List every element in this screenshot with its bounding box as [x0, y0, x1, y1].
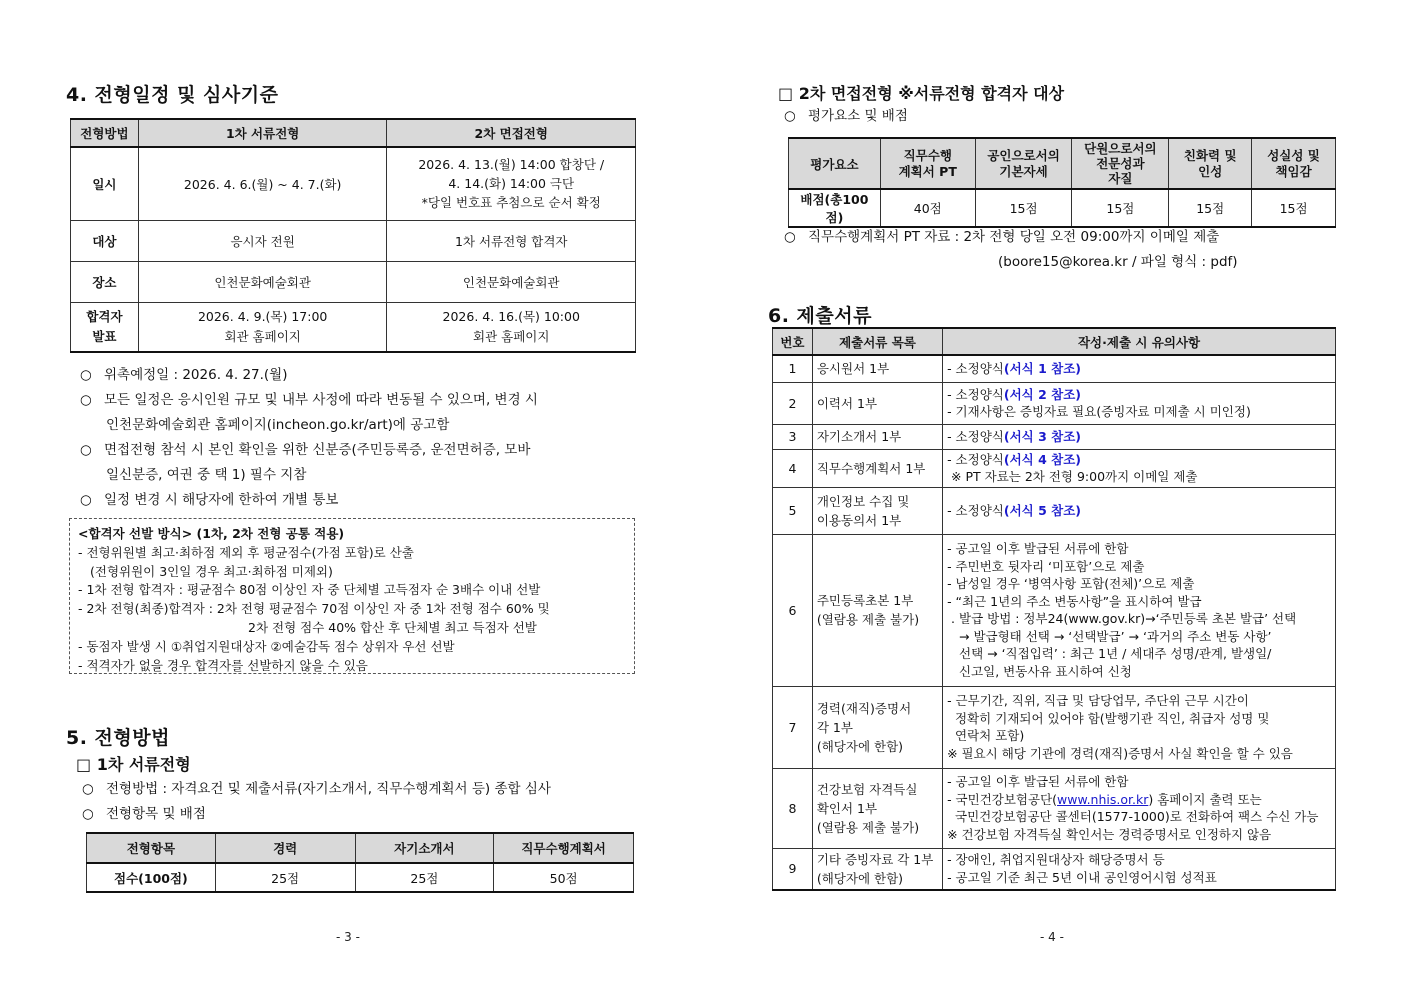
docs-row-name: 이력서 1부 [812, 382, 942, 424]
docs-note-line: → 발급형태 선택 → ‘선택발급’ → ‘과거의 주소 변동 사항’ [947, 628, 1272, 644]
docs-note-line: 신고일, 변동사유 표시하여 신청 [947, 663, 1132, 679]
eval-row-label: 배점(총100점) [789, 189, 881, 227]
docs-note-line: - 공고일 기준 최근 5년 이내 공인영어시험 성적표 [947, 869, 1217, 885]
docs-row-notes [943, 487, 1336, 534]
schedule-row-label: 합격자 발표 [71, 302, 139, 352]
note-item: ○ 전형항목 및 배점 [82, 806, 206, 822]
docs-note-line: - 소정양식(서식 2 참조) [947, 386, 1082, 402]
schedule-cell: 2026. 4. 6.(월) ~ 4. 7.(화) [138, 147, 387, 220]
score-header: 직무수행계획서 [494, 833, 634, 863]
eval-cell: 15점 [1252, 189, 1336, 227]
eval-cell: 40점 [880, 189, 975, 227]
note-item: ○ 전형방법 : 자격요건 및 제출서류(자기소개서, 직무수행계획서 등) 종합 심사 [82, 781, 551, 797]
round1-score-table [86, 832, 634, 893]
selection-line: - 2차 전형(최종)합격자 : 2차 전형 평균점수 70점 이상인 자 중 1차 전형 점수 60% 및 [78, 601, 550, 617]
docs-note-line: ※ 필요시 해당 기관에 경력(재직)증명서 사실 확인을 할 수 있음 [947, 745, 1293, 761]
eval-header: 평가요소 [789, 138, 881, 189]
docs-row-name: 직무수행계획서 1부 [812, 449, 942, 487]
round2-score-table [788, 137, 1336, 228]
score-cell: 25점 [355, 863, 494, 892]
pt-note: ○ 직무수행계획서 PT 자료 : 2차 전형 당일 오전 09:00까지 이메일 제출 (boore15@korea.kr / 파일 형식 : pdf) [784, 229, 1238, 270]
docs-row-number: 6 [773, 534, 813, 686]
docs-note-line: - 소정양식(서식 5 참조) [947, 502, 1082, 518]
schedule-header-round2: 2차 면접전형 [387, 119, 636, 147]
docs-row-notes [943, 449, 1336, 487]
docs-note-line: - 공고일 이후 발급된 서류에 한함 [947, 774, 1129, 789]
score-header: 경력 [215, 833, 355, 863]
docs-note-line: - 국민건강보험공단(www.nhis.or.kr) 홈페이지 출력 또는 [947, 791, 1262, 807]
docs-note-line: - 소정양식(서식 3 참조) [947, 428, 1082, 444]
selection-box-title: <합격자 선발 방식> (1차, 2차 전형 공통 적용) [78, 526, 345, 541]
schedule-cell: 인천문화예술회관 [387, 261, 636, 302]
schedule-header-method: 전형방법 [71, 119, 139, 147]
schedule-row-label: 대상 [71, 220, 139, 261]
section-4-title: 4. 전형일정 및 심사기준 [66, 84, 279, 106]
docs-note-line: - 공고일 이후 발급된 서류에 한함 [947, 541, 1129, 556]
eval-header: 직무수행 계획서 PT [880, 138, 975, 189]
docs-row-name: 경력(재직)증명서 각 1부 (해당자에 한함) [812, 686, 942, 768]
docs-row [773, 534, 1336, 686]
form-reference-link: (서식 5 참조) [1003, 502, 1082, 518]
docs-row-notes [943, 382, 1336, 424]
form-reference-link: (서식 4 참조) [1003, 451, 1082, 467]
docs-row-notes [943, 424, 1336, 449]
docs-note-line: 정확히 기재되어 있어야 함(발행기관 직인, 취급자 성명 및 [947, 710, 1270, 726]
docs-note-line: 국민건강보험공단 콜센터(1577-1000)로 전화하여 팩스 수신 가능 [947, 809, 1319, 824]
schedule-cell: 1차 서류전형 합격자 [387, 220, 636, 261]
schedule-row-label: 장소 [71, 261, 139, 302]
schedule-cell: 2026. 4. 13.(월) 14:00 합창단 / 4. 14.(화) 14:00 극단 *당일 번호표 추첨으로 순서 확정 [387, 147, 636, 220]
docs-row-number: 8 [773, 768, 813, 848]
page-number-left: - 3 - [336, 930, 360, 944]
docs-row [773, 382, 1336, 424]
score-header: 전형항목 [87, 833, 216, 863]
docs-row-name: 개인정보 수집 및 이용동의서 1부 [812, 487, 942, 534]
selection-line: - 적격자가 없을 경우 합격자를 선발하지 않을 수 있음 [78, 657, 368, 673]
note-item: ○ 모든 일정은 응시인원 규모 및 내부 사정에 따라 변동될 수 있으며, 변경 시 [80, 392, 538, 408]
docs-row-number: 2 [773, 382, 813, 424]
schedule-notes [80, 363, 636, 513]
docs-row [773, 848, 1336, 890]
docs-row [773, 686, 1336, 768]
schedule-cell: 인천문화예술회관 [138, 261, 387, 302]
note-item: ○ 일정 변경 시 해당자에 한하여 개별 통보 [80, 492, 339, 508]
docs-header-name: 제출서류 목록 [812, 328, 942, 355]
round2-title: □ 2차 면접전형 ※서류전형 합격자 대상 [778, 84, 1065, 103]
round2-note: ○ 평가요소 및 배점 [784, 108, 908, 124]
eval-header: 친화력 및 인성 [1169, 138, 1252, 189]
nhis-link[interactable]: www.nhis.or.kr [1057, 791, 1149, 807]
docs-row-number: 1 [773, 355, 813, 382]
docs-row-name: 응시원서 1부 [812, 355, 942, 382]
docs-row-notes [943, 686, 1336, 768]
docs-note-line: - 근무기간, 직위, 직급 및 담당업무, 주단위 근무 시간이 [947, 693, 1249, 708]
docs-note-line: 연락처 포함) [947, 728, 1025, 743]
docs-row-name: 주민등록초본 1부 (열람용 제출 불가) [812, 534, 942, 686]
docs-note-line: - 장애인, 취업지원대상자 해당증명서 등 [947, 852, 1165, 868]
docs-note-line: ※ PT 자료는 2차 전형 9:00까지 이메일 제출 [947, 469, 1198, 484]
selection-line: 2차 전형 점수 40% 합산 후 단체별 최고 득점자 선발 [248, 619, 537, 635]
docs-row [773, 449, 1336, 487]
docs-header-notes: 작성·제출 시 유의사항 [943, 328, 1336, 355]
note-item: ○ 위촉예정일 : 2026. 4. 27.(월) [80, 367, 288, 383]
page-number-right: - 4 - [1040, 930, 1064, 944]
selection-line: - 전형위원별 최고·최하점 제외 후 평균점수(가점 포함)로 산출 [78, 544, 414, 560]
docs-row-notes [943, 355, 1336, 382]
note-item-cont: 인천문화예술회관 홈페이지(incheon.go.kr/art)에 공고함 [106, 417, 450, 433]
docs-note-line: - 남성일 경우 ‘병역사항 포함(전체)’으로 제출 [947, 576, 1195, 591]
docs-row-number: 4 [773, 449, 813, 487]
docs-row-name: 기타 증빙자료 각 1부 (해당자에 한함) [812, 848, 942, 890]
schedule-table [70, 118, 636, 353]
selection-line: - 1차 전형 합격자 : 평균점수 80점 이상인 자 중 단체별 고득점자 순 3배수 이내 선발 [78, 582, 541, 598]
docs-row-number: 5 [773, 487, 813, 534]
eval-header: 단원으로서의 전문성과 자질 [1072, 138, 1169, 189]
docs-note-line: . 발급 방법 : 정부24(www.gov.kr)→‘주민등록 초본 발급’ 선택 [947, 611, 1297, 626]
docs-note-line: 선택 → ‘직접입력’ : 최근 1년 / 세대주 성명/관계, 발생일/ [947, 646, 1272, 661]
docs-note-line: - 주민번호 뒷자리 ‘미포함’으로 제출 [947, 558, 1145, 574]
schedule-cell: 2026. 4. 16.(목) 10:00 회관 홈페이지 [387, 302, 636, 352]
docs-row-number: 7 [773, 686, 813, 768]
docs-row-notes [943, 534, 1336, 686]
docs-row [773, 424, 1336, 449]
form-reference-link: (서식 3 참조) [1003, 428, 1082, 444]
selection-method-box [69, 518, 635, 674]
eval-cell: 15점 [1072, 189, 1169, 227]
docs-row-name: 건강보험 자격득실 확인서 1부 (열람용 제출 불가) [812, 768, 942, 848]
docs-row [773, 355, 1336, 382]
docs-row-notes [943, 768, 1336, 848]
score-cell: 25점 [215, 863, 355, 892]
docs-header-no: 번호 [773, 328, 813, 355]
score-cell: 50점 [494, 863, 634, 892]
selection-line: - 동점자 발생 시 ①취업지원대상자 ②예술감독 점수 상위자 우선 선발 [78, 638, 455, 654]
docs-row-number: 9 [773, 848, 813, 890]
docs-row-name: 자기소개서 1부 [812, 424, 942, 449]
note-item: ○ 면접전형 참석 시 본인 확인을 위한 신분증(주민등록증, 운전면허증, 모바 [80, 442, 531, 458]
docs-note-line: - “최근 1년의 주소 변동사항”을 표시하여 발급 [947, 593, 1202, 609]
note-item-cont: 일신분증, 여권 중 택 1) 필수 지참 [106, 467, 307, 483]
docs-row-number: 3 [773, 424, 813, 449]
docs-note-line: ※ 건강보험 자격득실 확인서는 경력증명서로 인정하지 않음 [947, 826, 1272, 842]
eval-cell: 15점 [975, 189, 1072, 227]
schedule-cell: 응시자 전원 [138, 220, 387, 261]
docs-row [773, 487, 1336, 534]
docs-row [773, 768, 1336, 848]
schedule-header-round1: 1차 서류전형 [138, 119, 387, 147]
docs-note-line: - 소정양식(서식 1 참조) [947, 361, 1082, 376]
eval-header: 성실성 및 책임감 [1252, 138, 1336, 189]
docs-note-line: - 기재사항은 증빙자료 필요(증빙자료 미제출 시 미인정) [947, 404, 1251, 419]
eval-cell: 15점 [1169, 189, 1252, 227]
score-header: 자기소개서 [355, 833, 494, 863]
score-row-label: 점수(100점) [87, 863, 216, 892]
schedule-cell: 2026. 4. 9.(목) 17:00 회관 홈페이지 [138, 302, 387, 352]
schedule-row-label: 일시 [71, 147, 139, 220]
eval-header: 공인으로서의 기본자세 [975, 138, 1072, 189]
selection-line: (전형위원이 3인일 경우 최고·최하점 미제외) [90, 563, 333, 579]
docs-note-line: - 소정양식(서식 4 참조) [947, 451, 1082, 467]
round1-notes [82, 777, 642, 827]
form-reference-link: (서식 2 참조) [1003, 386, 1082, 402]
section-6-title: 6. 제출서류 [768, 305, 872, 327]
section-5-title: 5. 전형방법 [66, 727, 170, 749]
round1-title: □ 1차 서류전형 [76, 755, 191, 774]
docs-row-notes [943, 848, 1336, 890]
documents-table [772, 327, 1336, 891]
form-reference-link: (서식 1 참조) [1003, 361, 1082, 376]
